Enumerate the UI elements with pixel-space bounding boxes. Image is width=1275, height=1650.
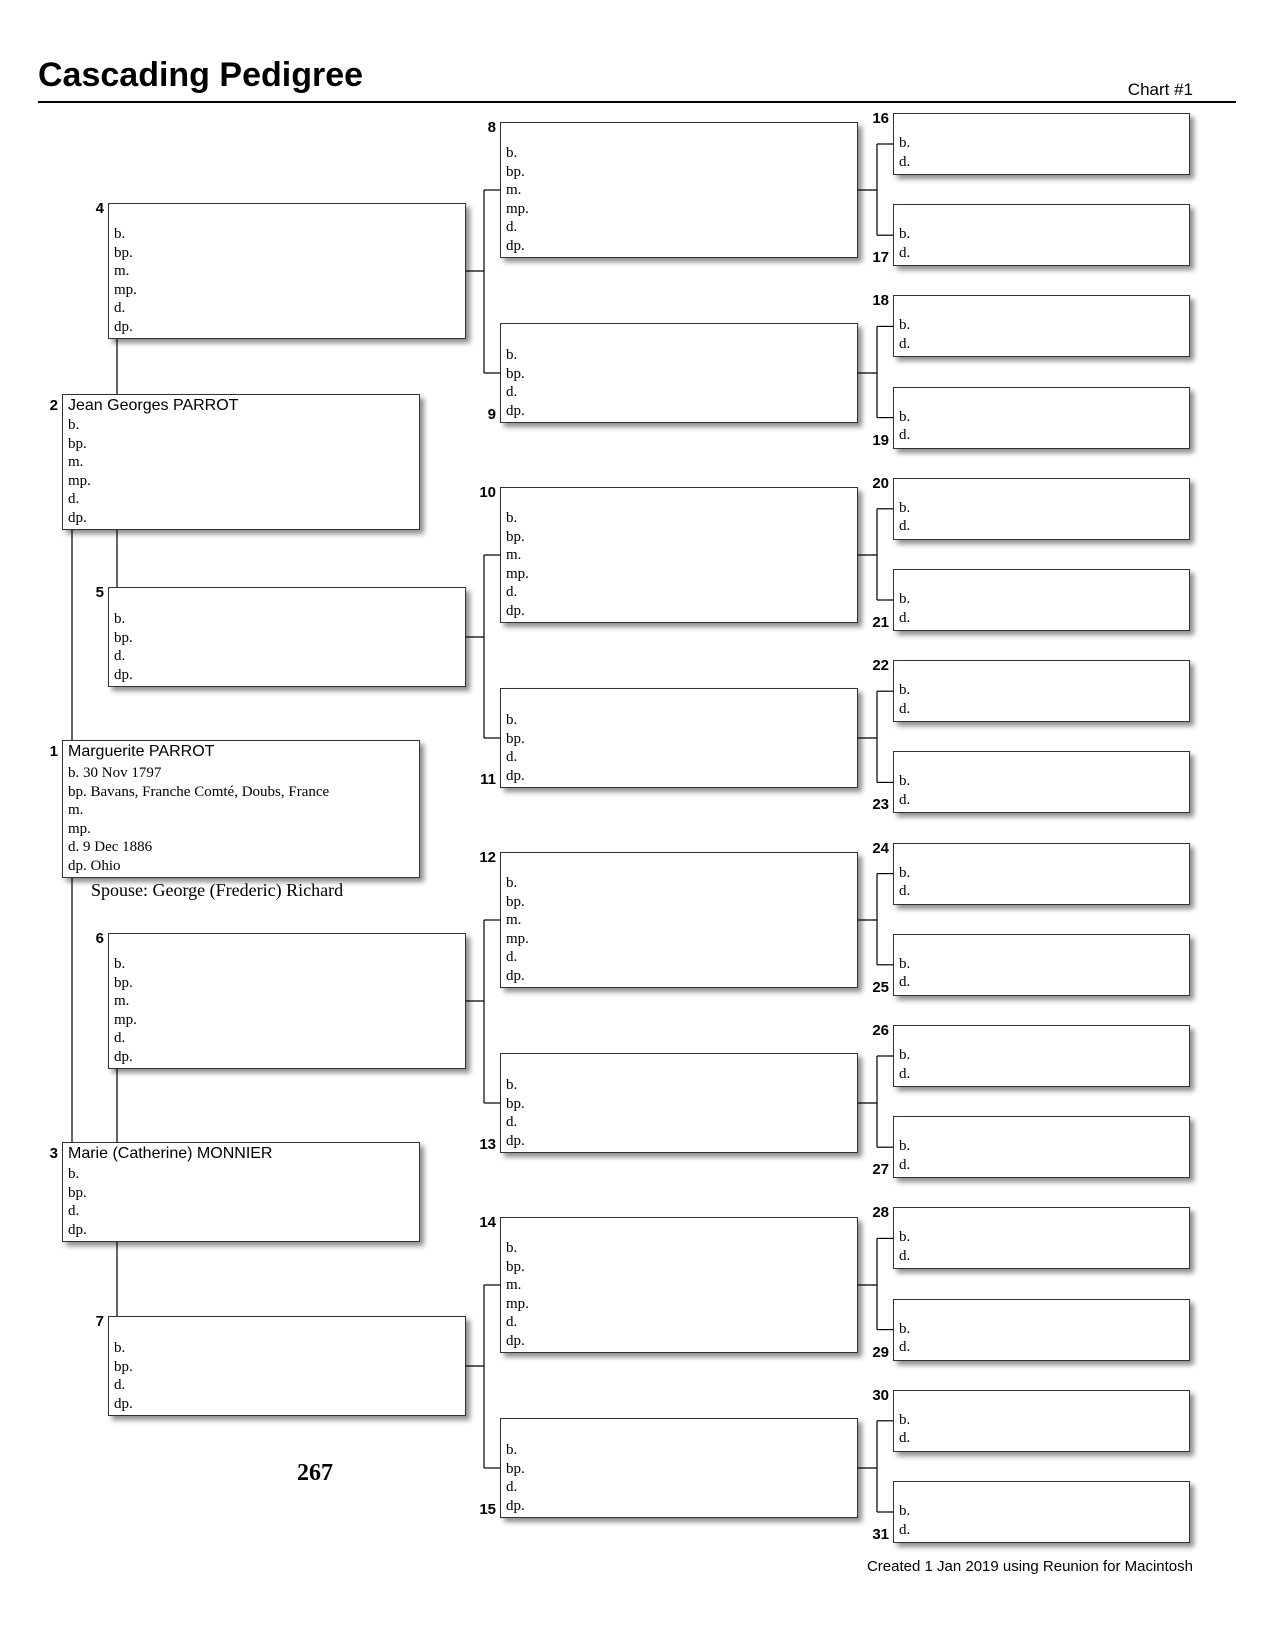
person-box-11: [500, 688, 858, 788]
event-label: bp.: [114, 629, 133, 646]
event-line: [899, 1411, 910, 1430]
event-label: bp.: [114, 974, 133, 991]
event-line: [506, 711, 525, 730]
event-line: [114, 281, 137, 300]
person-box-9: [500, 323, 858, 423]
event-label: bp.: [506, 893, 525, 910]
event-line: [506, 748, 525, 767]
event-line: [506, 948, 529, 967]
spouse-note: Spouse: George (Frederic) Richard: [91, 880, 344, 900]
event-line: [506, 509, 529, 528]
person-number-8: 8: [487, 119, 496, 136]
event-line: [506, 237, 529, 256]
event-line: [68, 857, 329, 876]
event-line: [68, 838, 329, 857]
event-line: [506, 1313, 529, 1332]
event-label: b.: [899, 1411, 911, 1428]
event-line: [68, 435, 91, 454]
event-line: [114, 992, 137, 1011]
person-box-14: [500, 1217, 858, 1353]
event-line: [506, 1095, 525, 1114]
event-line: [899, 1046, 910, 1065]
event-line: [68, 783, 329, 802]
event-label: b.: [899, 773, 911, 790]
person-number-13: 13: [479, 1136, 496, 1153]
event-label: d.: [114, 300, 126, 316]
event-label: d.: [899, 974, 911, 991]
person-number-5: 5: [95, 584, 104, 601]
person-number-26: 26: [872, 1022, 889, 1039]
person-number-29: 29: [872, 1343, 889, 1361]
event-label: dp.: [506, 1132, 525, 1149]
person-box-20: [893, 478, 1190, 540]
event-line: [899, 244, 910, 263]
event-label: d.: [899, 700, 911, 717]
event-line: [506, 200, 529, 219]
event-line: [899, 316, 910, 335]
event-label: bp.: [506, 730, 525, 747]
event-line: [114, 225, 137, 244]
event-label: d.: [68, 491, 80, 507]
event-label: d.: [899, 1339, 911, 1356]
event-line: [114, 1011, 137, 1030]
person-number-30: 30: [872, 1386, 889, 1404]
person-number-23: 23: [872, 796, 889, 814]
event-line: [506, 565, 529, 584]
event-label: b.: [506, 1077, 518, 1093]
event-line: [506, 1113, 525, 1132]
event-label: b.: [506, 1442, 518, 1458]
person-box-30: [893, 1390, 1190, 1452]
event-label: d.: [506, 384, 518, 400]
person-name: Marie (Catherine) MONNIER: [68, 1145, 273, 1162]
event-label: m.: [506, 1277, 522, 1293]
event-value: 9 Dec 1886: [83, 839, 153, 855]
event-label: b.: [68, 1166, 80, 1182]
event-label: dp.: [506, 967, 525, 984]
event-label: b.: [899, 864, 911, 881]
person-number-16: 16: [872, 110, 889, 127]
event-line: [506, 583, 529, 602]
person-box-3: [62, 1142, 420, 1242]
event-line: [899, 700, 910, 719]
event-line: [506, 546, 529, 565]
event-label: d.: [899, 427, 911, 444]
event-label: dp.: [506, 1332, 525, 1349]
person-number-15: 15: [479, 1501, 496, 1518]
event-label: mp.: [506, 930, 529, 947]
event-label: mp.: [506, 565, 529, 582]
person-number-27: 27: [872, 1161, 889, 1179]
person-number-22: 22: [872, 657, 889, 675]
person-box-28: [893, 1207, 1190, 1269]
person-box-24: [893, 843, 1190, 905]
event-line: [68, 1202, 87, 1221]
event-label: b.: [114, 956, 126, 972]
event-label: d.: [899, 883, 911, 900]
event-line: [68, 1184, 87, 1203]
event-label: mp.: [506, 1295, 529, 1312]
chart-number: Chart #1: [1127, 80, 1193, 99]
event-line: [899, 1065, 910, 1084]
event-label: d.: [114, 648, 126, 664]
event-label: bp.: [68, 435, 87, 452]
event-line: [899, 609, 910, 628]
person-number-24: 24: [872, 839, 889, 857]
event-label: m.: [506, 547, 522, 563]
event-label: m.: [114, 993, 130, 1009]
event-line: [506, 383, 525, 402]
event-label: d.: [506, 749, 518, 765]
event-label: dp.: [114, 666, 133, 683]
chart-title: Cascading Pedigree: [38, 56, 364, 94]
event-line: [506, 930, 529, 949]
event-line: [899, 791, 910, 810]
person-box-6: [108, 933, 466, 1069]
event-label: d.: [899, 335, 911, 352]
event-line: [506, 402, 525, 421]
event-label: d.: [899, 1065, 911, 1082]
person-number-20: 20: [872, 474, 889, 492]
event-label: d.: [899, 1247, 911, 1264]
event-label: b.: [899, 1047, 911, 1063]
event-label: m.: [506, 182, 522, 198]
person-number-28: 28: [872, 1204, 889, 1222]
event-line: [899, 681, 910, 700]
event-label: d.: [68, 1203, 80, 1219]
event-line: [899, 1338, 910, 1357]
person-number-14: 14: [479, 1214, 496, 1231]
event-value: Bavans, Franche Comté, Doubs, France: [90, 783, 330, 800]
event-line: [114, 1029, 137, 1048]
event-label: b.: [899, 317, 911, 334]
event-line: [506, 1239, 529, 1258]
event-label: d.: [899, 244, 911, 261]
event-label: b.: [506, 145, 518, 161]
event-label: b.: [506, 875, 518, 891]
event-line: [899, 1502, 910, 1521]
event-line: [114, 1048, 137, 1067]
person-box-1: [62, 740, 420, 878]
event-line: [899, 426, 910, 445]
event-line: [899, 882, 910, 901]
event-label: b.: [114, 1340, 126, 1356]
person-box-25: [893, 934, 1190, 996]
event-label: dp.: [506, 767, 525, 784]
event-label: bp.: [68, 1184, 87, 1201]
event-label: bp.: [506, 1460, 525, 1477]
person-number-17: 17: [872, 249, 889, 267]
event-label: b.: [506, 1240, 518, 1256]
event-line: [506, 346, 525, 365]
page-number: 267: [297, 1460, 333, 1486]
event-line: [114, 955, 137, 974]
event-line: [68, 764, 329, 783]
event-line: [114, 1339, 133, 1358]
event-label: b.: [114, 226, 126, 242]
event-line: [899, 1137, 910, 1156]
event-label: dp.: [114, 1048, 133, 1065]
event-label: b.: [899, 1320, 911, 1337]
event-line: [506, 893, 529, 912]
event-label: b.: [899, 408, 911, 425]
event-line: [899, 1247, 910, 1266]
event-label: d.: [899, 1430, 911, 1447]
event-line: [506, 1258, 529, 1277]
event-line: [899, 225, 910, 244]
event-line: [68, 472, 91, 491]
event-line: [899, 1320, 910, 1339]
event-label: b.: [899, 1503, 911, 1519]
event-line: [899, 335, 910, 354]
event-label: dp.: [114, 318, 133, 335]
event-line: [899, 517, 910, 536]
event-line: [68, 453, 91, 472]
person-box-7: [108, 1316, 466, 1416]
event-line: [114, 647, 133, 666]
person-number-9: 9: [487, 406, 496, 423]
event-line: [114, 629, 133, 648]
event-line: [68, 1221, 87, 1240]
event-label: d.: [506, 1114, 518, 1130]
event-value: 30 Nov 1797: [83, 765, 162, 781]
event-line: [506, 967, 529, 986]
event-line: [114, 610, 133, 629]
event-line: [506, 528, 529, 547]
event-label: dp.: [68, 509, 87, 526]
person-number-10: 10: [479, 484, 496, 501]
footer-credit: Created 1 Jan 2019 using Reunion for Macintosh: [866, 1558, 1193, 1575]
event-line: [899, 973, 910, 992]
event-line: [506, 1276, 529, 1295]
person-box-23: [893, 751, 1190, 813]
event-label: d.: [899, 609, 911, 626]
event-label: dp.: [506, 402, 525, 419]
person-box-2: [62, 394, 420, 530]
event-line: [899, 1228, 910, 1247]
event-line: [506, 365, 525, 384]
person-number-7: 7: [95, 1313, 104, 1330]
person-box-22: [893, 660, 1190, 722]
event-label: bp.: [114, 1358, 133, 1375]
person-box-15: [500, 1418, 858, 1518]
event-label: b.: [899, 226, 911, 243]
event-label: d.: [506, 1314, 518, 1330]
event-line: [68, 1165, 87, 1184]
event-line: [506, 1332, 529, 1351]
person-number-12: 12: [479, 849, 496, 866]
event-label: bp.: [506, 163, 525, 180]
event-label: d.: [68, 839, 80, 855]
event-label: b.: [506, 510, 518, 526]
person-box-29: [893, 1299, 1190, 1361]
event-line: [68, 509, 91, 528]
event-label: b.: [899, 1229, 911, 1246]
event-line: [506, 874, 529, 893]
event-label: b.: [114, 611, 126, 627]
person-number-2: 2: [49, 397, 58, 414]
event-line: [899, 408, 910, 427]
event-line: [506, 911, 529, 930]
event-label: m.: [506, 912, 522, 928]
event-line: [506, 1295, 529, 1314]
person-box-17: [893, 204, 1190, 266]
event-line: [506, 730, 525, 749]
person-box-10: [500, 487, 858, 623]
person-box-26: [893, 1025, 1190, 1087]
event-label: dp.: [506, 602, 525, 619]
person-number-19: 19: [872, 431, 889, 449]
person-number-6: 6: [95, 930, 104, 947]
event-line: [114, 1358, 133, 1377]
event-label: mp.: [114, 281, 137, 298]
event-line: [899, 864, 910, 883]
event-label: mp.: [506, 200, 529, 217]
event-label: b.: [899, 955, 911, 972]
event-label: b.: [899, 135, 911, 151]
person-box-21: [893, 569, 1190, 631]
event-label: bp.: [506, 365, 525, 382]
event-label: d.: [899, 153, 911, 170]
person-number-4: 4: [95, 200, 104, 217]
event-line: [114, 974, 137, 993]
event-line: [506, 181, 529, 200]
event-label: d.: [899, 791, 911, 808]
event-label: d.: [506, 584, 518, 600]
person-number-31: 31: [872, 1526, 889, 1543]
person-number-1: 1: [49, 743, 58, 760]
event-label: b.: [899, 591, 911, 607]
event-label: dp.: [506, 237, 525, 254]
event-line: [506, 1460, 525, 1479]
event-label: dp.: [68, 857, 87, 874]
person-name: Jean Georges PARROT: [68, 397, 239, 414]
person-number-25: 25: [872, 978, 889, 996]
event-line: [506, 218, 529, 237]
event-line: [899, 1156, 910, 1175]
person-box-5: [108, 587, 466, 687]
event-line: [114, 318, 137, 337]
event-line: [68, 801, 329, 820]
person-name: Marguerite PARROT: [68, 743, 215, 760]
event-line: [899, 499, 910, 518]
event-line: [506, 1478, 525, 1497]
event-line: [506, 144, 529, 163]
person-number-21: 21: [872, 614, 889, 631]
event-label: bp.: [114, 244, 133, 261]
event-label: bp.: [506, 1258, 525, 1275]
event-line: [506, 163, 529, 182]
person-number-18: 18: [872, 292, 889, 310]
person-box-19: [893, 387, 1190, 449]
event-label: bp.: [506, 528, 525, 545]
event-label: b.: [68, 765, 80, 781]
event-line: [114, 244, 137, 263]
person-box-12: [500, 852, 858, 988]
event-line: [68, 820, 329, 839]
event-label: m.: [68, 454, 84, 470]
event-label: b.: [506, 712, 518, 728]
event-line: [114, 262, 137, 281]
person-box-4: [108, 203, 466, 339]
event-label: d.: [114, 1377, 126, 1393]
event-label: mp.: [68, 472, 91, 489]
event-label: dp.: [68, 1221, 87, 1238]
person-box-27: [893, 1116, 1190, 1178]
event-line: [899, 590, 910, 609]
event-label: b.: [899, 682, 911, 699]
event-label: d.: [506, 949, 518, 965]
event-line: [506, 602, 529, 621]
event-line: [68, 490, 91, 509]
event-line: [114, 1376, 133, 1395]
event-label: m.: [114, 263, 130, 279]
event-line: [68, 416, 91, 435]
event-label: mp.: [68, 820, 91, 837]
event-label: dp.: [114, 1395, 133, 1412]
event-label: dp.: [506, 1497, 525, 1514]
event-label: d.: [899, 518, 911, 535]
event-label: b.: [68, 417, 80, 433]
person-number-3: 3: [49, 1145, 58, 1162]
event-label: b.: [899, 1138, 911, 1155]
event-line: [506, 1441, 525, 1460]
event-line: [899, 955, 910, 974]
event-label: bp.: [68, 783, 87, 800]
event-line: [899, 153, 910, 172]
event-line: [114, 1395, 133, 1414]
person-box-16: [893, 113, 1190, 175]
event-label: b.: [899, 499, 911, 516]
event-value: Ohio: [90, 857, 121, 874]
person-box-31: [893, 1481, 1190, 1543]
event-label: d.: [114, 1030, 126, 1046]
event-line: [506, 1497, 525, 1516]
event-line: [114, 666, 133, 685]
event-line: [506, 767, 525, 786]
event-label: b.: [506, 347, 518, 363]
event-line: [506, 1076, 525, 1095]
event-label: d.: [899, 1156, 911, 1173]
event-line: [899, 772, 910, 791]
person-number-11: 11: [480, 771, 496, 788]
person-box-8: [500, 122, 858, 258]
event-label: d.: [506, 1479, 518, 1495]
event-line: [506, 1132, 525, 1151]
event-label: d.: [506, 219, 518, 235]
event-line: [899, 134, 910, 153]
event-label: mp.: [114, 1011, 137, 1028]
person-box-13: [500, 1053, 858, 1153]
event-label: bp.: [506, 1095, 525, 1112]
event-label: d.: [899, 1521, 911, 1538]
event-line: [899, 1521, 910, 1540]
event-label: m.: [68, 802, 84, 818]
event-line: [899, 1429, 910, 1448]
person-box-18: [893, 295, 1190, 357]
event-line: [114, 299, 137, 318]
